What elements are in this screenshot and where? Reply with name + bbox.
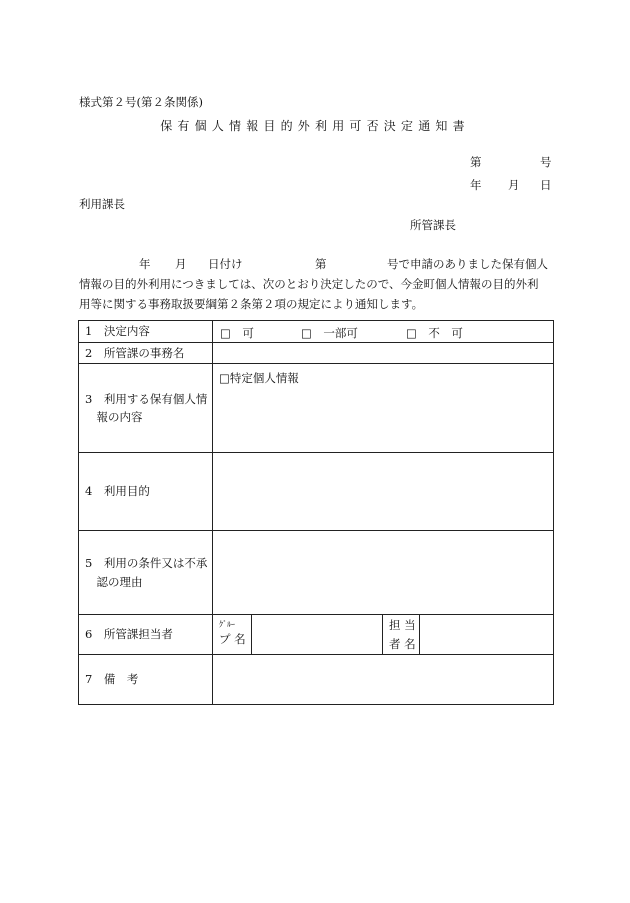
row-conditions [79, 531, 554, 615]
row-info-content [79, 364, 554, 453]
row3-label [79, 364, 213, 453]
number-go-label: 号 [540, 155, 552, 169]
sender: 所管課長 [410, 218, 456, 232]
date-month-label: 月 [508, 178, 520, 192]
group-name-label-line2: プ 名 [219, 632, 246, 647]
date-year-label: 年 [470, 178, 482, 192]
group-name-label [213, 615, 252, 655]
row7-value[interactable] [213, 655, 554, 705]
document-title: 保有個人情報目的外利用可否決定通知書 [160, 119, 470, 133]
row-staff [79, 615, 554, 655]
row5-value[interactable] [213, 531, 554, 615]
row4-value[interactable] [213, 453, 554, 531]
row6-label: 6 所管課担当者 [79, 615, 213, 655]
addressee: 利用課長 [79, 197, 125, 211]
row2-label: 2 所管課の事務名 [79, 343, 213, 364]
row4-label: 4 利用目的 [79, 453, 213, 531]
row3-label-line1: 3 利用する保有個人情 [85, 391, 208, 406]
row-office-task [79, 343, 554, 364]
row2-value[interactable] [213, 343, 554, 364]
body-date: 日付け [208, 257, 243, 271]
staff-name-label-line1: 担 当 [389, 618, 416, 633]
form-number: 様式第２号(第２条関係) [79, 95, 203, 109]
body-line1-rest: 号で申請のありました保有個人 [387, 257, 548, 271]
row1-label: 1 決定内容 [79, 321, 213, 343]
body-year: 年 [139, 257, 151, 271]
body-dai: 第 [315, 257, 327, 271]
option-denied[interactable]: □ 不 可 [406, 326, 463, 340]
row3-label-line2: 報の内容 [85, 410, 143, 424]
row5-label-line1: 5 利用の条件又は不承 [85, 556, 208, 571]
row5-label-line2: 認の理由 [85, 574, 143, 589]
staff-name-label-line2: 者 名 [389, 636, 416, 651]
row7-label: 7 備 考 [79, 655, 213, 705]
row-decision [79, 321, 554, 343]
decision-table [78, 320, 554, 705]
option-partial[interactable]: □ 一部可 [301, 326, 358, 340]
group-name-value[interactable] [252, 615, 383, 655]
row5-label [79, 531, 213, 615]
group-name-label-line1: ｸﾞﾙｰ [219, 620, 235, 630]
date-day-label: 日 [540, 178, 552, 192]
number-dai-label: 第 [470, 155, 482, 169]
staff-name-label [383, 615, 420, 655]
body-month: 月 [175, 257, 187, 271]
body-line-2: 情報の目的外利用につきましては、次のとおり決定したので、今金町個人情報の目的外利 [79, 277, 539, 291]
row-remarks [79, 655, 554, 705]
body-line-3: 用等に関する事務取扱要綱第２条第２項の規定により通知します。 [79, 297, 424, 311]
option-allowed[interactable]: □ 可 [220, 326, 254, 340]
row3-value[interactable]: □特定個人情報 [213, 364, 554, 453]
row-purpose [79, 453, 554, 531]
decision-options [213, 321, 554, 343]
staff-name-value[interactable] [420, 615, 554, 655]
